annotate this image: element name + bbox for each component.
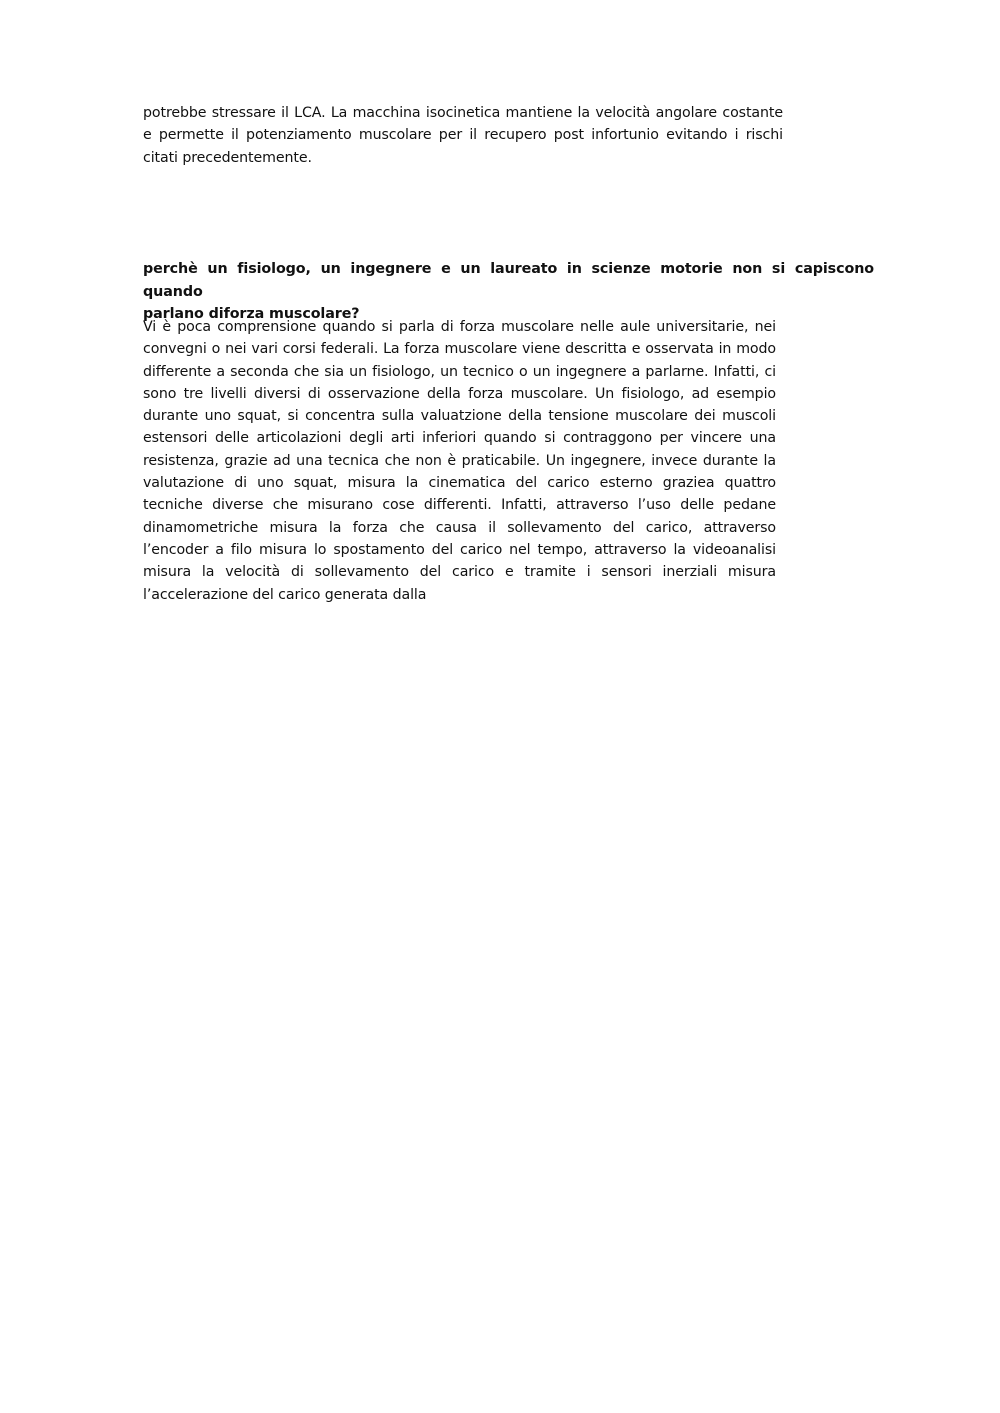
body-line: convegni o nei vari corsi federali. La forza muscolare viene descritta e osservata in modo [143,341,776,358]
body-line: resistenza, grazie ad una tecnica che non è praticabile. Un ingegnere, invece durante la [143,452,776,469]
intro-line: potrebbe stressare il LCA. La macchina isocinetica mantiene la velocità angolare costante [143,105,783,121]
intro-line: citati precedentemente. [143,149,312,166]
body-line: misura la velocità di sollevamento del carico e tramite i sensori inerziali misura [143,564,776,581]
body-line: durante uno squat, si concentra sulla valuatzione della tensione muscolare dei muscoli [143,408,776,425]
body-line: l’encoder a filo misura lo spostamento del carico nel tempo, attraverso la videoanalisi [143,541,776,558]
body-line: Vi è poca comprensione quando si parla di forza muscolare nelle aule universitarie, nei [143,319,776,335]
body-line: differente a seconda che sia un fisiologo, un tecnico o un ingegnere a parlarne. Infatti, ci [143,363,776,380]
body-line: valutazione di uno squat, misura la cinematica del carico esterno graziea quattro [143,475,776,492]
body-line: dinamometriche misura la forza che causa il sollevamento del carico, attraverso [143,519,776,536]
heading-line: parlano diforza muscolare? [143,306,360,322]
intro-paragraph [143,102,783,169]
body-line: estensori delle articolazioni degli arti inferiori quando si contraggono per vincere una [143,430,776,447]
body-paragraph [143,316,776,606]
body-line: tecniche diverse che misurano cose differenti. Infatti, attraverso l’uso delle pedane [143,497,776,514]
body-line: l’accelerazione del carico generata dalla [143,586,427,603]
intro-line: e permette il potenziamento muscolare per il recupero post infortunio evitando i rischi [143,127,783,144]
heading-line: perchè un fisiologo, un ingegnere e un laureato in scienze motorie non si capiscono quando [143,261,874,300]
body-line: sono tre livelli diversi di osservazione della forza muscolare. Un fisiologo, ad esempio [143,385,776,402]
